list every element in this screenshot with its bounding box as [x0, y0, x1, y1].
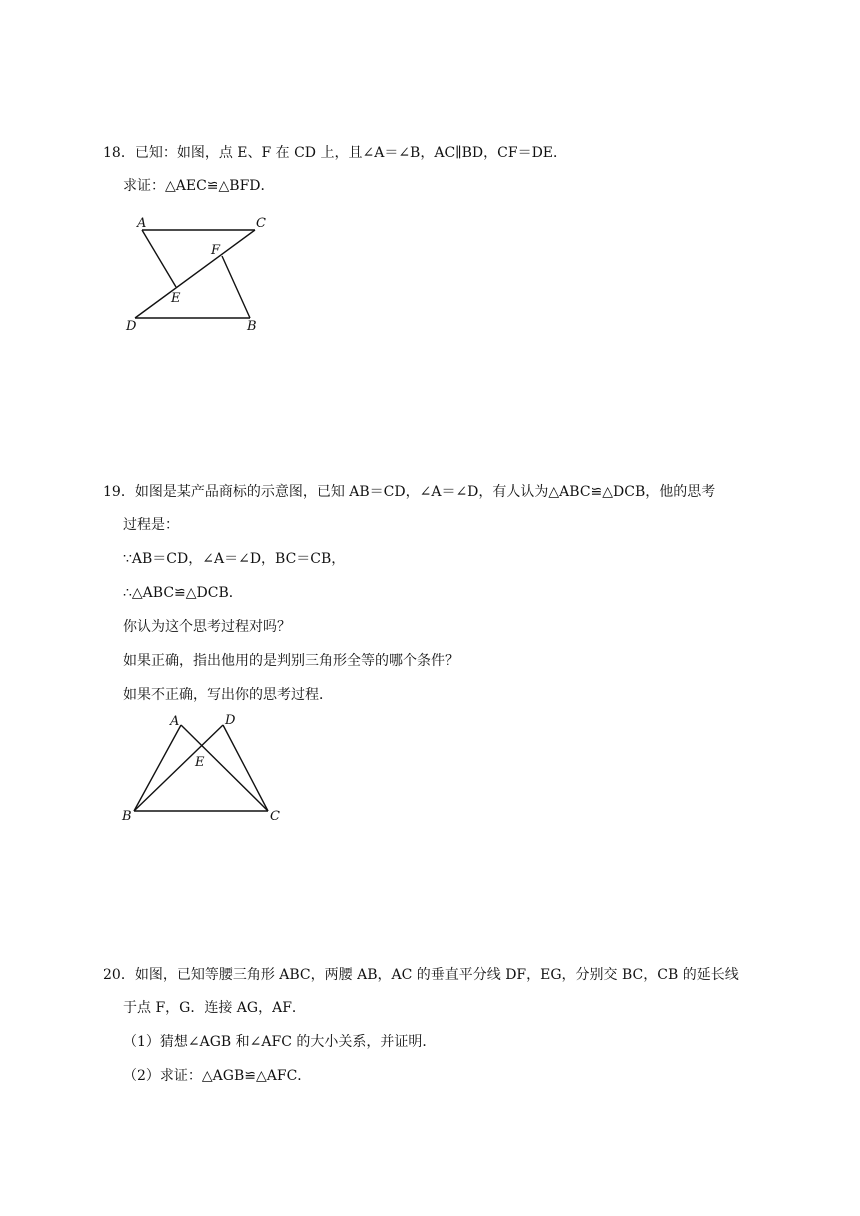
problem-19-question: 你认为这个思考过程对吗？ [123, 619, 291, 635]
problem-19-therefore: ∴△ABC≌△DCB． [123, 585, 243, 601]
problem-18-prove: 求证：△AEC≌△BFD． [123, 178, 275, 194]
label-f: F [211, 243, 221, 258]
segment-fb [222, 256, 250, 318]
problem-19-figure [118, 710, 293, 825]
label-b: B [247, 319, 257, 334]
label-a: A [137, 216, 147, 231]
label-d: D [225, 713, 236, 728]
segment-bd [134, 725, 223, 811]
problem-19-because: ∵AB＝CD，∠A＝∠D，BC＝CB， [123, 551, 346, 567]
label-a: A [170, 714, 180, 729]
problem-20-statement: 20．如图，已知等腰三角形 ABC，两腰 AB，AC 的垂直平分线 DF，EG，分别交 BC，CB 的延长线 [103, 967, 739, 983]
problem-20-part-2: （2）求证：△AGB≌△AFC． [123, 1068, 312, 1084]
problem-19-if-incorrect: 如果不正确，写出你的思考过程． [123, 687, 333, 703]
problem-18-statement: 18．已知：如图，点 E、F 在 CD 上，且∠A＝∠B，AC∥BD，CF＝DE． [103, 145, 568, 161]
label-d: D [126, 319, 137, 334]
problem-19-statement: 19．如图是某产品商标的示意图，已知 AB＝CD，∠A＝∠D，有人认为△ABC≌△DCB，他的思考 [103, 484, 716, 500]
segment-dc [223, 725, 268, 811]
label-e: E [195, 755, 205, 770]
problem-20-part-1: （1）猜想∠AGB 和∠AFC 的大小关系，并证明． [123, 1034, 437, 1050]
segment-ae [142, 230, 176, 287]
label-c: C [256, 216, 266, 231]
problem-19-if-correct: 如果正确，指出他用的是判别三角形全等的哪个条件？ [123, 653, 459, 669]
segment-ba [134, 725, 181, 811]
label-b: B [122, 809, 132, 824]
problem-20-statement-cont: 于点 F，G．连接 AG，AF． [123, 1000, 306, 1016]
label-c: C [270, 809, 280, 824]
problem-19-statement-cont: 过程是： [123, 517, 179, 533]
label-e: E [171, 291, 181, 306]
problem-18-figure [120, 208, 270, 336]
segment-cd [135, 230, 255, 318]
